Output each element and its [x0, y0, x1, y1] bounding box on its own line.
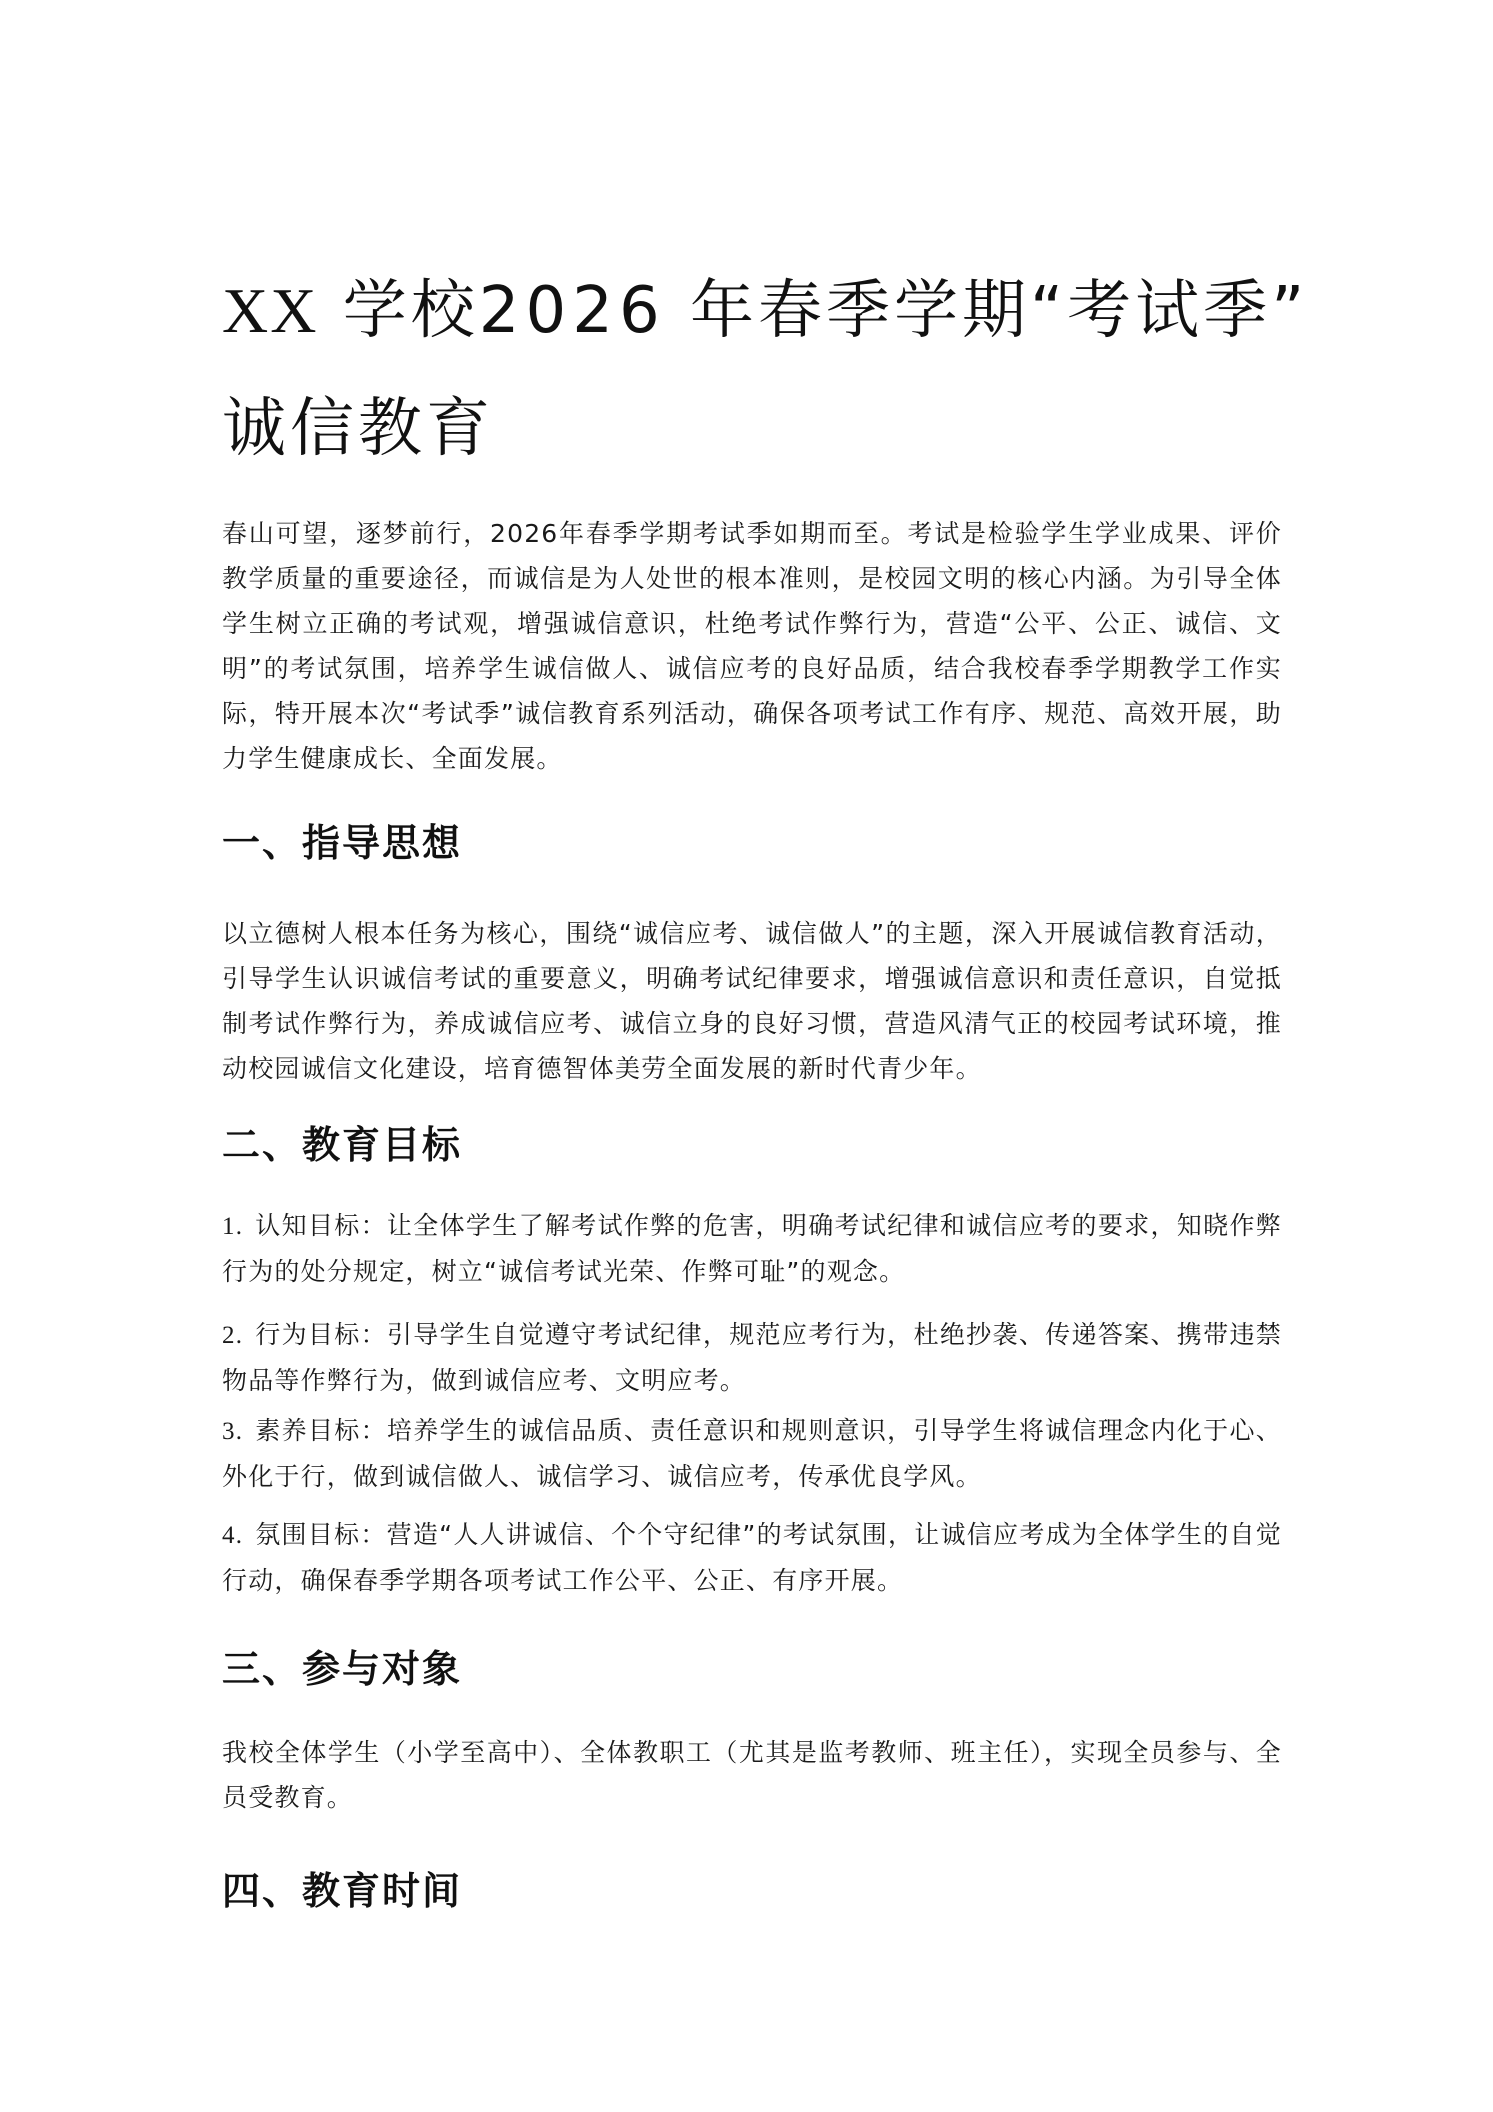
title-term: 年春季学期“考试季”: [665, 274, 1309, 348]
list-item: [222, 1408, 1282, 1499]
title-school-prefix: XX: [222, 275, 319, 346]
intro-paragraph: 春山可望，逐梦前行，2026年春季学期考试季如期而至。考试是检验学生学业成果、评价教学质量的重要途径，而诚信是为人处世的根本准则，是校园文明的核心内涵。为引导全体学生树立正确的考试观，增强诚信意识，杜绝考试作弊行为，营造“公平、公正、诚信、文明”的考试氛围，培养学生诚信做人、诚信应考的良好品质，结合我校春季学期教学工作实际，特开展本次“考试季”诚信教育系列活动，确保各项考试工作有序、规范、高效开展，助力学生健康成长、全面发展。: [222, 519, 1282, 773]
document-title: [222, 252, 1322, 488]
title-line-1: [222, 252, 1322, 370]
title-school-word: 学校: [318, 274, 479, 348]
list-item: [222, 1312, 1282, 1403]
section-heading-education-goals: 二、教育目标: [222, 1123, 463, 1167]
list-item: [222, 1512, 1282, 1603]
section-body-guiding-ideology: 以立德树人根本任务为核心，围绕“诚信应考、诚信做人”的主题，深入开展诚信教育活动，引导学生认识诚信考试的重要意义，明确考试纪律要求，增强诚信意识和责任意识，自觉抵制考试作弊行为，养成诚信应考、诚信立身的良好习惯，营造风清气正的校园考试环境，推动校园诚信文化建设，培育德智体美劳全面发展的新时代青少年。: [222, 919, 1282, 1083]
section-heading-education-time: 四、教育时间: [222, 1869, 463, 1913]
section-body-participants: 我校全体学生（小学至高中）、全体教职工（尤其是监考教师、班主任），实现全员参与、全员受教育。: [222, 1738, 1282, 1812]
list-item-text: 认知目标：让全体学生了解考试作弊的危害，明确考试纪律和诚信应考的要求，知晓作弊行为的处分规定，树立“诚信考试光荣、作弊可耻”的观念。: [222, 1211, 1282, 1286]
list-item-text: 行为目标：引导学生自觉遵守考试纪律，规范应考行为，杜绝抄袭、传递答案、携带违禁物品等作弊行为，做到诚信应考、文明应考。: [222, 1320, 1282, 1395]
list-item: [222, 1203, 1282, 1294]
list-item-number: 2.: [222, 1322, 244, 1349]
list-item-text: 氛围目标：营造“人人讲诚信、个个守纪律”的考试氛围，让诚信应考成为全体学生的自觉行动，确保春季学期各项考试工作公平、公正、有序开展。: [222, 1520, 1282, 1595]
list-item-number: 4.: [222, 1522, 244, 1549]
list-item-text: 素养目标：培养学生的诚信品质、责任意识和规则意识，引导学生将诚信理念内化于心、外化于行，做到诚信做人、诚信学习、诚信应考，传承优良学风。: [222, 1416, 1282, 1491]
list-item-number: 1.: [222, 1213, 244, 1240]
title-year: 2026: [478, 274, 666, 348]
title-line-2: 诚信教育: [222, 392, 494, 466]
section-heading-guiding-ideology: 一、指导思想: [222, 821, 463, 865]
list-item-number: 3.: [222, 1418, 244, 1445]
section-heading-participants: 三、参与对象: [222, 1647, 463, 1691]
